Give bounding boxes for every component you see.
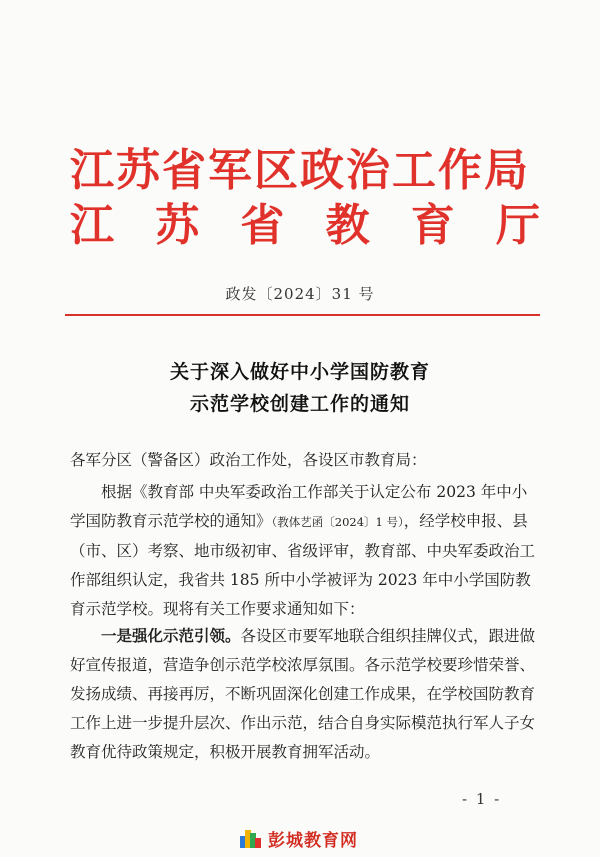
watermark [240, 826, 358, 851]
issuer-char: 教 [325, 200, 370, 251]
logo-bar [255, 838, 261, 848]
issuer-char: 育 [410, 200, 455, 251]
issuer-char: 江 [70, 200, 114, 251]
greeting: 各军分区（警备区）政治工作处，各设区市教育局： [70, 451, 427, 469]
reference-number: （教体艺函〔2024〕1 号） [271, 515, 404, 529]
paragraph-2 [70, 621, 540, 767]
issuer-char: 苏 [155, 200, 200, 251]
paragraph-1 [70, 478, 540, 624]
title-line-2: 示范学校创建工作的通知 [189, 393, 410, 415]
document-number: 政发〔2024〕31 号 [225, 285, 375, 303]
paragraph-2-lead: 一是强化示范引领。 [101, 626, 241, 645]
issuer-line-1: 江苏省军区政治工作局 [70, 145, 530, 196]
paragraph-1-text-a: 根据《教育部 中央军委政治工作部关于认定公布 2023 年中小学国防教育示范学校的通知》 [70, 483, 528, 530]
issuer-line-2 [70, 200, 540, 252]
paragraph-1-text-b: ，经学校申报、县（市、区）考察、地市级初审、省级评审，教育部、中央军委政治工作部组织认定，我省共 185 所中小学被评为 2023 年中小学国防教育示范学校。现将有关工作要求通知如下： [70, 512, 536, 618]
paragraph-2-text: 各设区市要军地联合组织挂牌仪式，跟进做好宣传报道，营造争创示范学校浓厚氛围。各示范学校要珍惜荣誉、发扬成绩、再接再厉，不断巩固深化创建工作成果，在学校国防教育工作上进一步提升层次、作出示范，结合自身实际模范执行军人子女教育优待政策规定，积极开展教育拥军活动。 [70, 627, 536, 761]
page-number: - 1 - [462, 790, 502, 808]
watermark-text: 彭城教育网 [268, 831, 358, 851]
red-divider [65, 314, 540, 316]
issuer-char: 省 [240, 200, 285, 251]
book-logo-icon [240, 830, 262, 848]
issuer-char: 厅 [495, 200, 540, 251]
title-line-1: 关于深入做好中小学国防教育 [169, 361, 430, 383]
